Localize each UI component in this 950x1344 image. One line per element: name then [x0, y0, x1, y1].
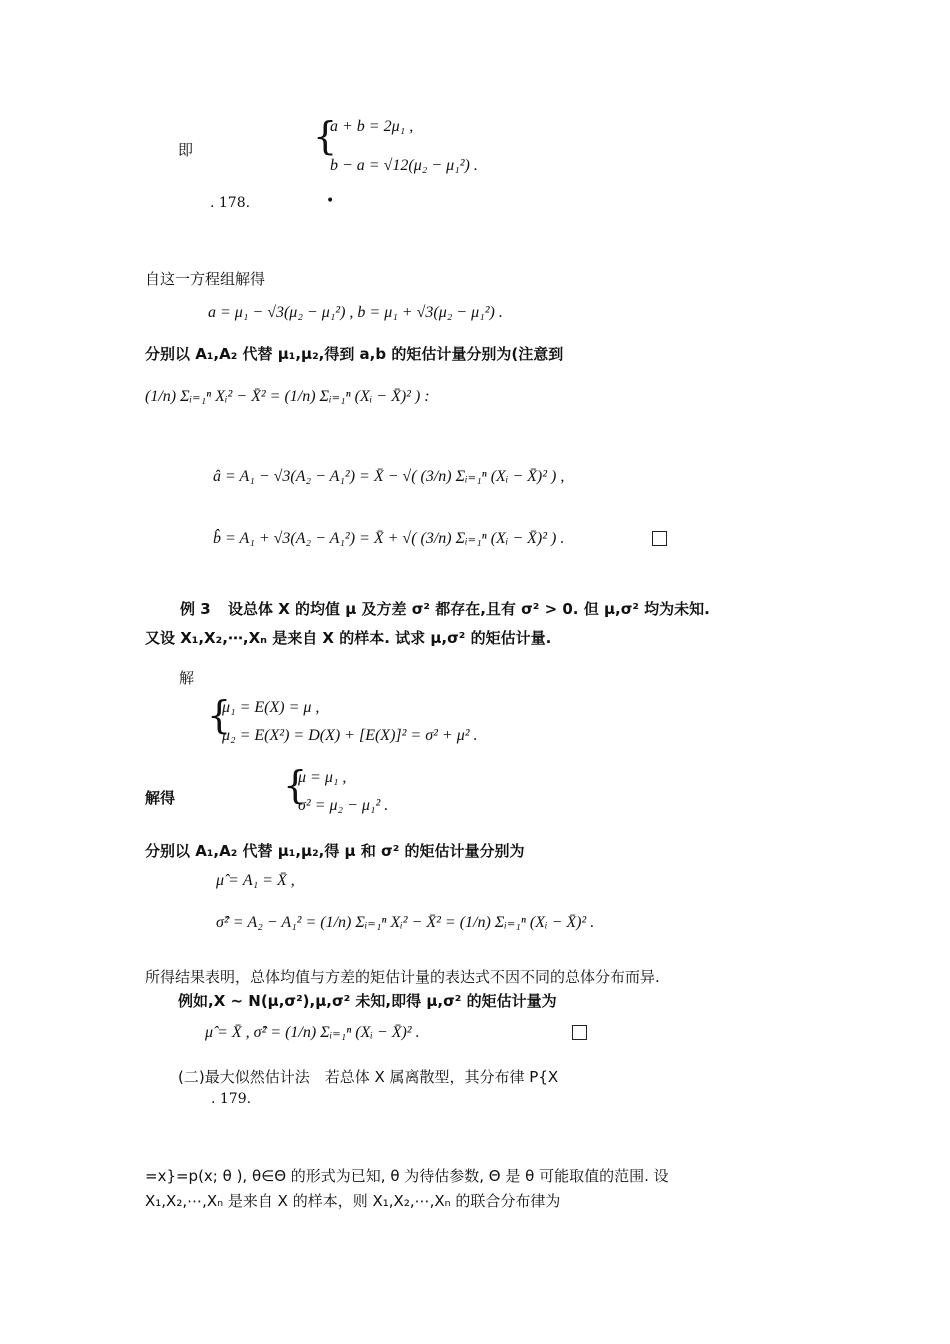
page-number-179: . 179.	[211, 1091, 252, 1107]
mu2-equation: μ₂ = E(X²) = D(X) + [E(X)]² = σ² + μ² .	[222, 727, 478, 744]
a-hat-equation: â = A₁ − √3(A₂ − A₁²) = X̄ − √( (3/n) Σᵢ₌₁ⁿ (Xᵢ − X̄)² ) ,	[213, 468, 565, 485]
solve-label-2: 解得	[145, 789, 176, 807]
page-number-178: . 178.	[210, 195, 251, 211]
solve-line: 自这一方程组解得	[145, 270, 266, 288]
identity-equation: (1/n) Σᵢ₌₁ⁿ Xᵢ² − X̄² = (1/n) Σᵢ₌₁ⁿ (Xᵢ − X̄)² ) :	[145, 388, 430, 405]
top-brace: {	[313, 114, 338, 158]
sigma-hat-equation: σ̂² = A₂ − A₁² = (1/n) Σᵢ₌₁ⁿ Xᵢ² − X̄² = (1/n) Σᵢ₌₁ⁿ (Xᵢ − X̄)² .	[216, 914, 595, 931]
top-equation-1: a + b = 2μ₁ ,	[330, 118, 414, 135]
normal-estimate-equation: μ̂ = X̄ , σ̂² = (1/n) Σᵢ₌₁ⁿ (Xᵢ − X̄)² .	[205, 1024, 420, 1041]
mu1-equation: μ₁ = E(X) = μ ,	[222, 699, 320, 716]
example-3-line-2: 又设 X₁,X₂,⋯,Xₙ 是来自 X 的样本. 试求 μ,σ² 的矩估计量.	[145, 629, 552, 647]
mu-equation: μ = μ₁ ,	[298, 769, 347, 786]
ab-solution-equation: a = μ₁ − √3(μ₂ − μ₁²) , b = μ₁ + √3(μ₂ − μ₁²) .	[208, 304, 503, 321]
sample-line: X₁,X₂,⋯,Xₙ 是来自 X 的样本，则 X₁,X₂,⋯,Xₙ 的联合分布律为	[145, 1192, 561, 1210]
moment-brace: {	[207, 693, 232, 737]
pmf-line: =x}=p(x; θ ), θ∈Θ 的形式为已知, θ 为待估参数, Θ 是 θ 可能取值的范围. 设	[145, 1167, 669, 1185]
top-label: 即	[178, 141, 194, 159]
solve-brace: {	[283, 763, 308, 807]
b-hat-equation: b̂ = A₁ + √3(A₂ − A₁²) = X̄ + √( (3/n) Σᵢ₌₁ⁿ (Xᵢ − X̄)² ) .	[213, 530, 565, 547]
replace-line: 分别以 A₁,A₂ 代替 μ₁,μ₂,得到 a,b 的矩估计量分别为(注意到	[145, 345, 564, 363]
sigma-equation: σ² = μ₂ − μ₁² .	[298, 797, 389, 814]
example-3-line-1: 设总体 X 的均值 μ 及方差 σ² 都存在,且有 σ² > 0. 但 μ,σ² 均为未知.	[228, 600, 710, 618]
example-line: 例如,X ~ N(μ,σ²),μ,σ² 未知,即得 μ,σ² 的矩估计量为	[178, 992, 557, 1010]
qed-square-1	[652, 531, 667, 546]
qed-square-2	[572, 1025, 587, 1040]
solution-label: 解	[179, 669, 195, 687]
mu-hat-equation: μ̂ = A₁ = X̄ ,	[216, 872, 295, 889]
bullet-dot: •	[326, 193, 335, 209]
result-line: 所得结果表明，总体均值与方差的矩估计量的表达式不因不同的总体分布而异.	[145, 968, 660, 986]
example-3-title: 例 3	[180, 600, 211, 618]
top-equation-2: b − a = √12(μ₂ − μ₁²) .	[330, 157, 478, 174]
replace-line-2: 分别以 A₁,A₂ 代替 μ₁,μ₂,得 μ 和 σ² 的矩估计量分别为	[145, 842, 525, 860]
mle-line: (二)最大似然估计法 若总体 X 属离散型，其分布律 P{X	[178, 1068, 559, 1086]
